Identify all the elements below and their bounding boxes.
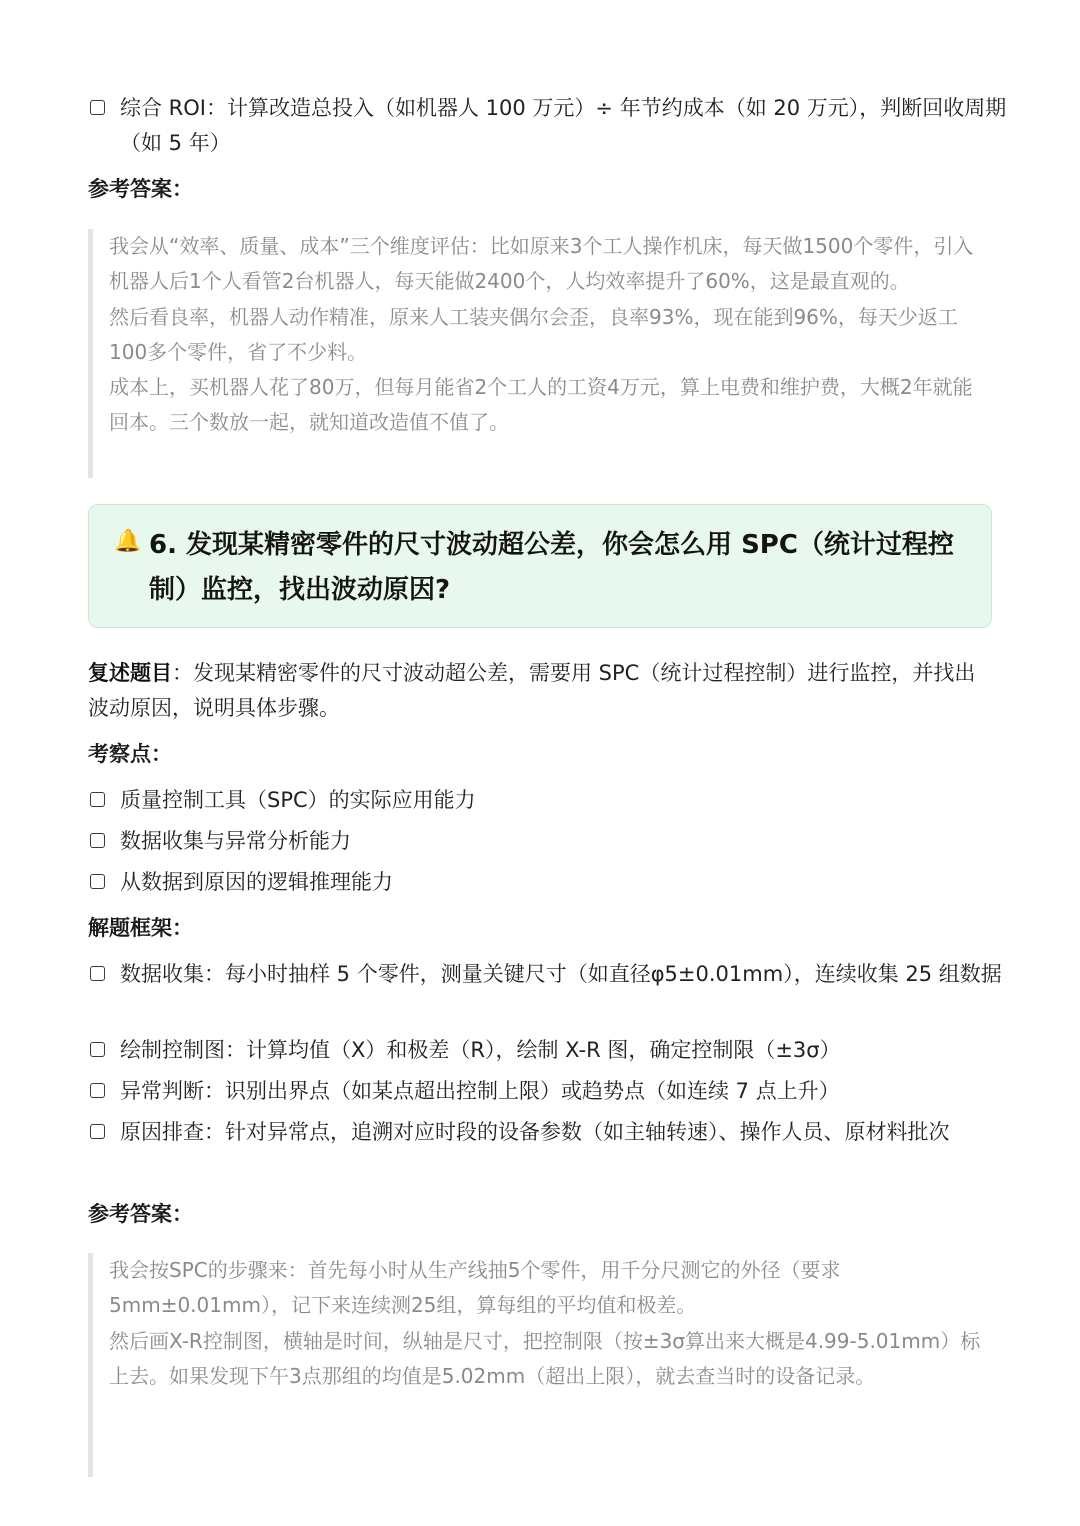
question-callout — [88, 504, 992, 628]
checklist-item-point — [88, 865, 1010, 900]
checklist-item-text: 异常判断：识别出界点（如某点超出控制上限）或趋势点（如连续 7 点上升） — [120, 1079, 840, 1103]
checkbox[interactable] — [90, 833, 105, 848]
checklist-item-framework — [88, 1074, 1010, 1109]
checklist-item-framework — [88, 1115, 1010, 1150]
answer-paragraph: 然后看良率，机器人动作精准，原来人工装夹偶尔会歪，良率93%，现在能到96%，每天少返工100多个零件，省了不少料。 — [109, 304, 958, 364]
checkbox[interactable] — [90, 966, 105, 981]
checklist-item-point — [88, 783, 1010, 818]
checklist-item-framework — [88, 957, 1010, 992]
answer-paragraph: 我会按SPC的步骤来：首先每小时从生产线抽5个零件，用千分尺测它的外径（要求5mm±0.01mm），记下来连续测25组，算每组的平均值和极差。 — [109, 1258, 841, 1318]
checklist-item-text: 综合 ROI：计算改造总投入（如机器人 100 万元）÷ 年节约成本（如 20 万元），判断回收周期（如 5 年） — [120, 96, 1007, 155]
checklist-item-roi — [88, 91, 1010, 161]
answer-quote — [88, 1253, 992, 1477]
answer-quote — [88, 229, 992, 478]
checklist-item-text: 原因排查：针对异常点，追溯对应时段的设备参数（如主轴转速）、操作人员、原材料批次 — [120, 1120, 950, 1144]
restate-text: ：发现某精密零件的尺寸波动超公差，需要用 SPC（统计过程控制）进行监控，并找出波动原因，说明具体步骤。 — [88, 661, 976, 720]
checklist-item-framework — [88, 1033, 1010, 1068]
answer-paragraph: 我会从“效率、质量、成本”三个维度评估：比如原来3个工人操作机床，每天做1500个零件，引入机器人后1个人看管2台机器人，每天能做2400个，人均效率提升了60%，这是最直观的。 — [109, 234, 974, 294]
checklist-item-point — [88, 824, 1010, 859]
question-title: 6. 发现某精密零件的尺寸波动超公差，你会怎么用 SPC（统计过程控制）监控，找出波动原因? — [149, 530, 954, 605]
checkbox[interactable] — [90, 100, 105, 115]
restate-label: 复述题目 — [88, 661, 172, 685]
bell-icon: 🔔 — [114, 529, 142, 554]
answer-paragraph: 然后画X-R控制图，横轴是时间，纵轴是尺寸，把控制限（按±3σ算出来大概是4.99-5.01mm）标上去。如果发现下午3点那组的均值是5.02mm（超出上限），就去查当时的设备记录。 — [109, 1328, 981, 1388]
checkbox[interactable] — [90, 792, 105, 807]
points-label: 考察点： — [88, 742, 172, 766]
checklist-item-text: 从数据到原因的逻辑推理能力 — [120, 870, 393, 894]
checkbox[interactable] — [90, 1042, 105, 1057]
checklist-item-text: 绘制控制图：计算均值（X）和极差（R），绘制 X-R 图，确定控制限（±3σ） — [120, 1038, 841, 1062]
checkbox[interactable] — [90, 1124, 105, 1139]
checklist-item-text: 数据收集与异常分析能力 — [120, 829, 351, 853]
answer-paragraph: 成本上，买机器人花了80万，但每月能省2个工人的工资4万元，算上电费和维护费，大概2年就能回本。三个数放一起，就知道改造值不值了。 — [109, 375, 973, 435]
checkbox[interactable] — [90, 874, 105, 889]
framework-label: 解题框架： — [88, 916, 193, 940]
restate-paragraph — [88, 656, 988, 726]
answer-label: 参考答案： — [88, 1202, 193, 1226]
checklist-item-text: 数据收集：每小时抽样 5 个零件，测量关键尺寸（如直径φ5±0.01mm），连续收集 25 组数据 — [120, 962, 1002, 986]
checkbox[interactable] — [90, 1083, 105, 1098]
answer-label: 参考答案： — [88, 177, 193, 201]
checklist-item-text: 质量控制工具（SPC）的实际应用能力 — [120, 788, 476, 812]
